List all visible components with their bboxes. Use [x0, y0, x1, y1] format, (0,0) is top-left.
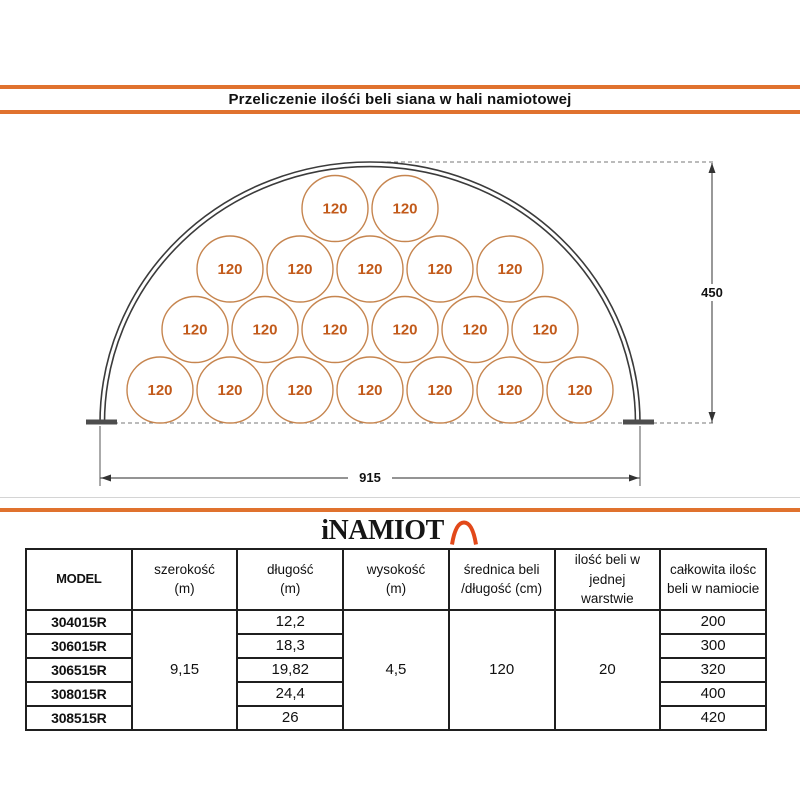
bale-diameter-label: 120: [497, 382, 523, 399]
col-header-1: szerokość (m): [132, 549, 238, 610]
bales-per-layer-shared-cell: 20: [555, 610, 661, 730]
length-cell: 19,82: [237, 658, 343, 682]
page-title: Przeliczenie ilośći beli siana w hali namiotowej: [228, 91, 572, 108]
bale-diameter-label: 120: [357, 261, 383, 278]
total-bales-cell: 400: [660, 682, 766, 706]
bale-diameter-label: 120: [532, 321, 558, 339]
bale-diameter-label: 120: [427, 382, 453, 399]
bale-diameter-label: 120: [287, 261, 313, 278]
bale-diameter-label: 120: [287, 382, 313, 399]
total-bales-cell: 320: [660, 658, 766, 682]
bale-diameter-label: 120: [252, 321, 278, 339]
length-cell: 18,3: [237, 634, 343, 658]
col-header-3: wysokość (m): [343, 549, 449, 610]
col-header-2: długość (m): [237, 549, 343, 610]
col-header-4: średnica beli /długość (cm): [449, 549, 555, 610]
table-row: [26, 610, 766, 634]
total-bales-cell: 200: [660, 610, 766, 634]
bale-diameter-label: 120: [217, 382, 243, 399]
bale-diameter-label: 120: [322, 321, 348, 339]
model-cell: 304015R: [26, 610, 132, 634]
bale-diameter-label: 120: [322, 200, 348, 218]
bale-diameter-label: 120: [567, 382, 593, 399]
model-cell: 308515R: [26, 706, 132, 730]
left-foot-plate: [86, 420, 117, 425]
length-cell: 12,2: [237, 610, 343, 634]
bale-diameter-label: 120: [462, 321, 488, 339]
height-dim-arrow-top: [709, 163, 716, 173]
col-header-6: całkowita ilośc beli w namiocie: [660, 549, 766, 610]
height-shared-cell: 4,5: [343, 610, 449, 730]
bale-diameter-label: 120: [392, 200, 418, 218]
spec-table: [25, 548, 767, 731]
total-bales-cell: 420: [660, 706, 766, 730]
height-dim-label: 450: [701, 285, 723, 300]
length-cell: 24,4: [237, 682, 343, 706]
tent-arch-icon: [449, 519, 479, 546]
bale-diameter-label: 120: [497, 261, 523, 278]
bale-diameter-label: 120: [357, 382, 383, 399]
model-cell: 308015R: [26, 682, 132, 706]
total-bales-cell: 300: [660, 634, 766, 658]
section-divider: [0, 497, 800, 498]
col-header-5: ilość beli w jednej warstwie: [555, 549, 661, 610]
title-bar: [0, 85, 800, 114]
bale-diameter-shared-cell: 120: [449, 610, 555, 730]
length-cell: 26: [237, 706, 343, 730]
bale-diameter-label: 120: [147, 382, 173, 399]
width-shared-cell: 9,15: [132, 610, 238, 730]
spec-table-body: [26, 610, 766, 730]
width-dim-label: 915: [359, 470, 381, 485]
model-cell: 306015R: [26, 634, 132, 658]
header-row: [26, 549, 766, 610]
bale-diameter-label: 120: [182, 321, 208, 339]
col-header-0: MODEL: [26, 549, 132, 610]
model-cell: 306515R: [26, 658, 132, 682]
spec-table-head: [26, 549, 766, 610]
bale-diameter-label: 120: [427, 261, 453, 278]
tent-cross-section-diagram: [0, 120, 800, 497]
bale-diameter-label: 120: [392, 321, 418, 339]
width-dim-arrow-left: [101, 475, 111, 482]
right-foot-plate: [623, 420, 654, 425]
width-dim-arrow-right: [629, 475, 639, 482]
logo-text: iNAMIOT: [321, 515, 444, 546]
height-dim-arrow-bottom: [709, 412, 716, 422]
bale-diameter-label: 120: [217, 261, 243, 278]
logo-bar: [0, 508, 800, 547]
